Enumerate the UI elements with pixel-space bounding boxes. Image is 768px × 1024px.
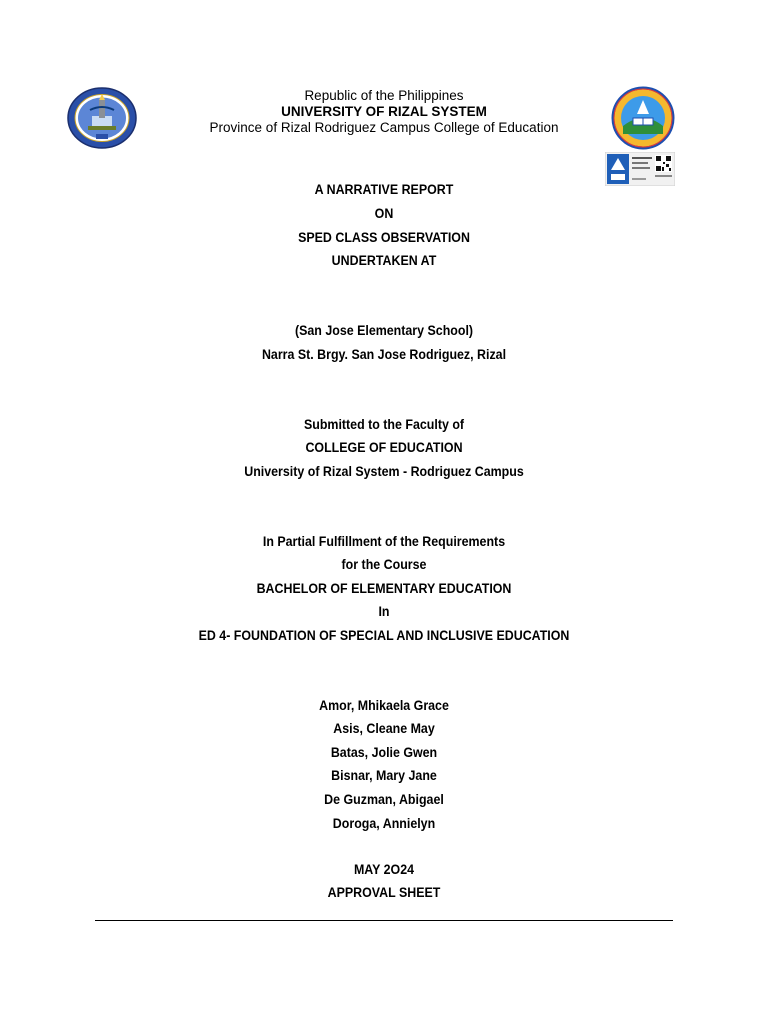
author-name: Bisnar, Mary Jane <box>331 768 437 783</box>
school-name: (San Jose Elementary School) <box>294 323 474 338</box>
title-line-1: A NARRATIVE REPORT <box>314 182 454 197</box>
title-line-2: ON <box>374 206 394 221</box>
author-name: Doroga, Annielyn <box>332 816 436 831</box>
author-name: Amor, Mhikaela Grace <box>319 698 449 713</box>
fulfillment-line-1: In Partial Fulfillment of the Requirements <box>262 534 506 549</box>
submitted-line-3: University of Rizal System - Rodriguez Campus <box>244 464 524 479</box>
author-name: Batas, Jolie Gwen <box>330 745 438 760</box>
fulfillment-line-4: In <box>378 604 390 619</box>
author-name: Asis, Cleane May <box>333 721 435 736</box>
school-address: Narra St. Brgy. San Jose Rodriguez, Rizal <box>261 347 507 362</box>
approval-sheet-heading: APPROVAL SHEET <box>327 885 441 900</box>
report-date: MAY 2O24 <box>353 862 415 877</box>
signature-divider <box>95 920 673 921</box>
submitted-line-1: Submitted to the Faculty of <box>303 417 465 432</box>
fulfillment-line-2: for the Course <box>341 557 427 572</box>
header-republic: Republic of the Philippines <box>304 88 464 103</box>
submitted-line-2: COLLEGE OF EDUCATION <box>305 440 463 455</box>
fulfillment-line-3: BACHELOR OF ELEMENTARY EDUCATION <box>256 581 512 596</box>
fulfillment-line-5: ED 4- FOUNDATION OF SPECIAL AND INCLUSIVE EDUCATION <box>198 628 570 643</box>
header-university: UNIVERSITY OF RIZAL SYSTEM <box>281 104 487 119</box>
author-name: De Guzman, Abigael <box>324 792 444 807</box>
title-line-4: UNDERTAKEN AT <box>331 253 437 268</box>
header-campus: Province of Rizal Rodriguez Campus College of Education <box>209 120 559 135</box>
title-line-3: SPED CLASS OBSERVATION <box>298 230 470 245</box>
